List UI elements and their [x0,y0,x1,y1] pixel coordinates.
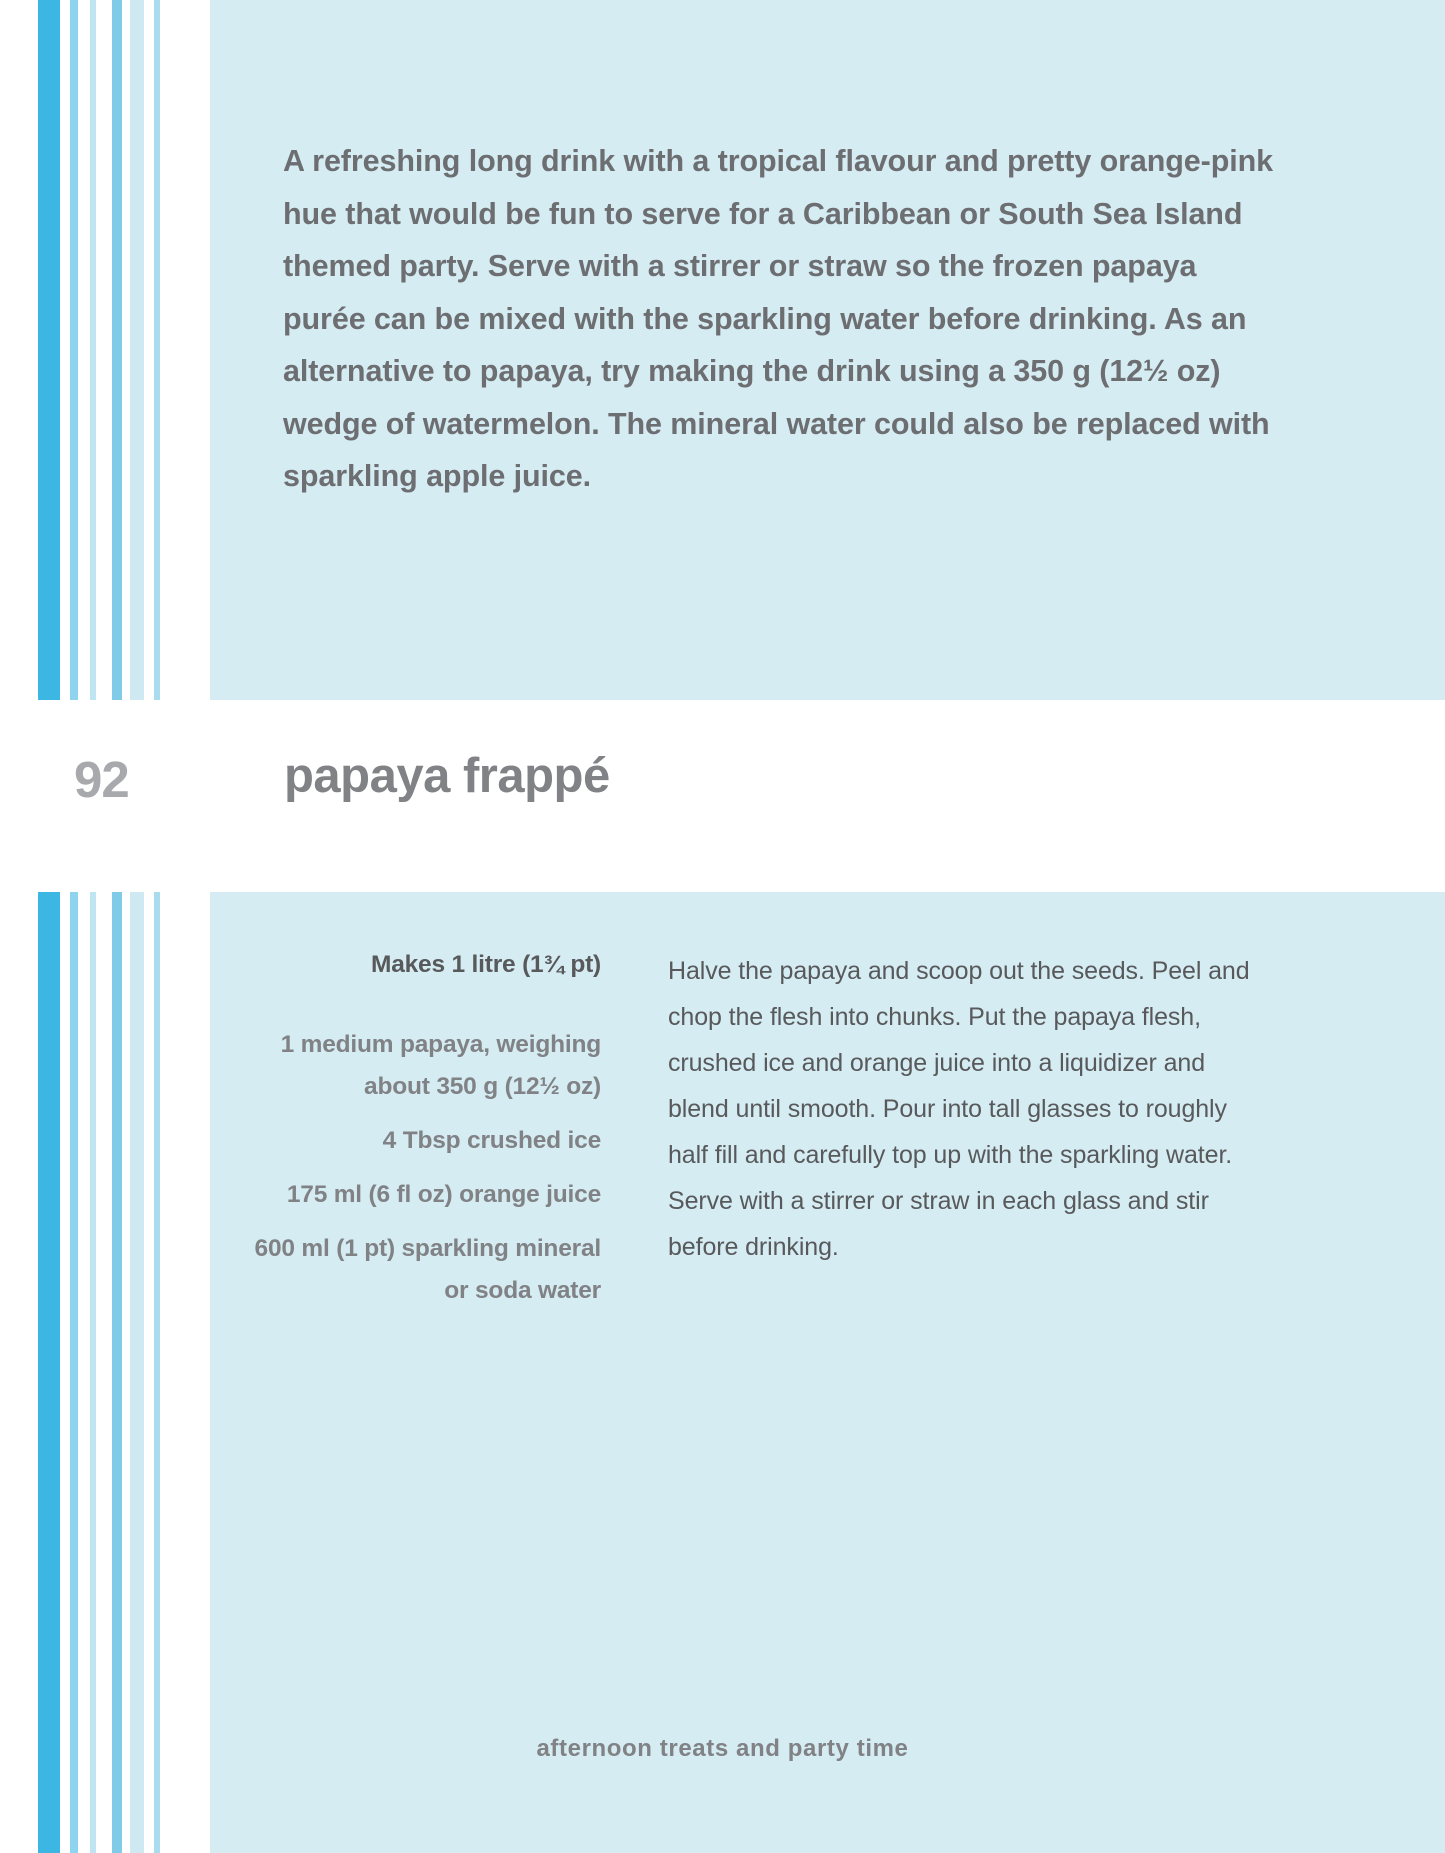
stripe-0 [0,0,38,1853]
list-item: 600 ml (1 pt) sparkling mineral or soda water [254,1235,601,1304]
page-title: papaya frappé [284,749,610,803]
stripe-7 [112,0,122,1853]
title-band [0,700,1445,892]
stripe-10 [144,0,154,1853]
stripe-6 [96,0,112,1853]
stripe-3 [70,0,78,1853]
list-item: 1 medium papaya, weighing about 350 g (12½ oz) [280,1031,601,1100]
stripe-2 [60,0,70,1853]
list-item: 4 Tbsp crushed ice [382,1127,601,1154]
stripe-12 [160,0,210,1853]
stripe-1 [38,0,60,1853]
stripe-8 [122,0,130,1853]
stripe-9 [130,0,144,1853]
page-footer: afternoon treats and party time [536,1735,909,1762]
list-item: 175 ml (6 fl oz) orange juice [286,1181,601,1208]
page-number: 92 [74,751,129,808]
makes-label: Makes 1 litre (1¾ pt) [371,951,601,978]
ingredients-list [243,948,601,1324]
decorative-stripes [0,0,210,1853]
stripe-4 [78,0,90,1853]
intro-paragraph: A refreshing long drink with a tropical flavour and pretty orange-pink hue that would be fun to serve for a Caribbean or South Sea Island themed party. Serve with a stirrer or straw so the frozen papaya purée can be mixed with the sparkling water before drinking. As an alternative to papaya, try making the drink using a 350 g (12½ oz) wedge of watermelon. The mineral water could also be replaced with sparkling apple juice. [283,144,1274,493]
method-paragraph: Halve the papaya and scoop out the seeds. Peel and chop the flesh into chunks. Put the papaya flesh, crushed ice and orange juice into a liquidizer and blend until smooth. Pour into tall glasses to roughly half fill and carefully top up with the sparkling water. Serve with a stirrer or straw in each glass and stir before drinking. [668,957,1250,1261]
